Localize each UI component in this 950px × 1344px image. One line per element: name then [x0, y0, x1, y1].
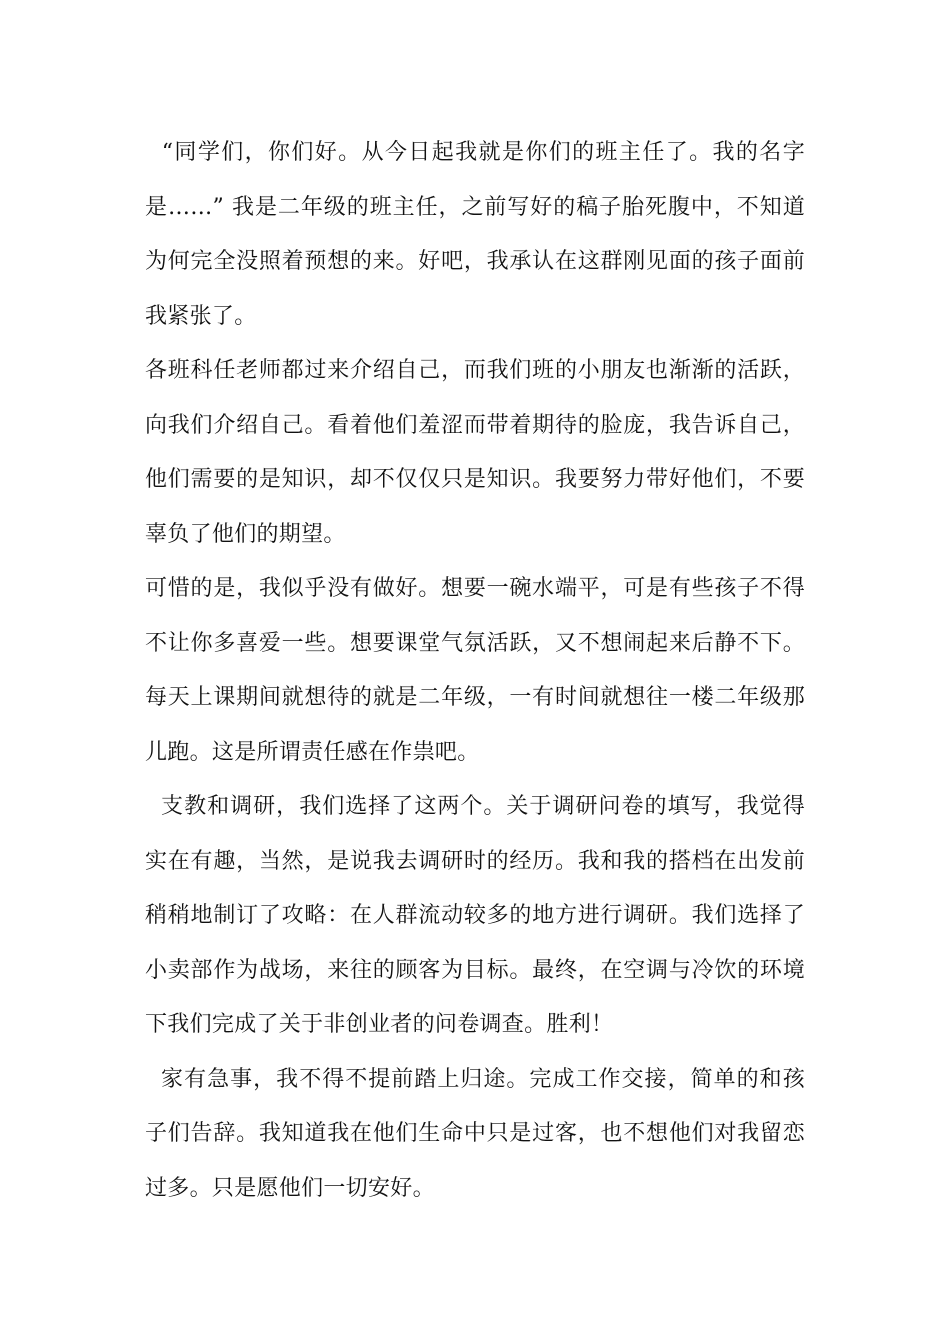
paragraph-4: 支教和调研，我们选择了这两个。关于调研问卷的填写，我觉得实在有趣，当然，是说我去调研时的经历。我和我的搭档在出发前稍稍地制订了攻略：在人群流动较多的地方进行调研。我们选择了小卖部作为战场，来往的顾客为目标。最终，在空调与冷饮的环境下我们完成了关于非创业者的问卷调查。胜利！	[145, 794, 806, 1037]
paragraph-1: “同学们，你们好。从今日起我就是你们的班主任了。我的名字是……” 我是二年级的班主任，之前写好的稿子胎死腹中，不知道为何完全没照着预想的来。好吧，我承认在这群刚见面的孩子面前我紧张了。	[145, 140, 805, 329]
document-body	[145, 126, 805, 1216]
paragraph-2: 各班科任老师都过来介绍自己，而我们班的小朋友也渐渐的活跃，向我们介绍自己。看着他们羞涩而带着期待的脸庞，我告诉自己，他们需要的是知识，却不仅仅只是知识。我要努力带好他们，不要辜负了他们的期望。	[145, 358, 805, 547]
paragraph-5: 家有急事，我不得不提前踏上归途。完成工作交接，简单的和孩子们告辞。我知道我在他们生命中只是过客，也不想他们对我留恋过多。只是愿他们一切安好。	[145, 1066, 806, 1201]
paragraph-3: 可惜的是，我似乎没有做好。想要一碗水端平，可是有些孩子不得不让你多喜爱一些。想要课堂气氛活跃，又不想闹起来后静不下。每天上课期间就想待的就是二年级，一有时间就想往一楼二年级那儿跑。这是所谓责任感在作祟吧。	[145, 576, 805, 765]
